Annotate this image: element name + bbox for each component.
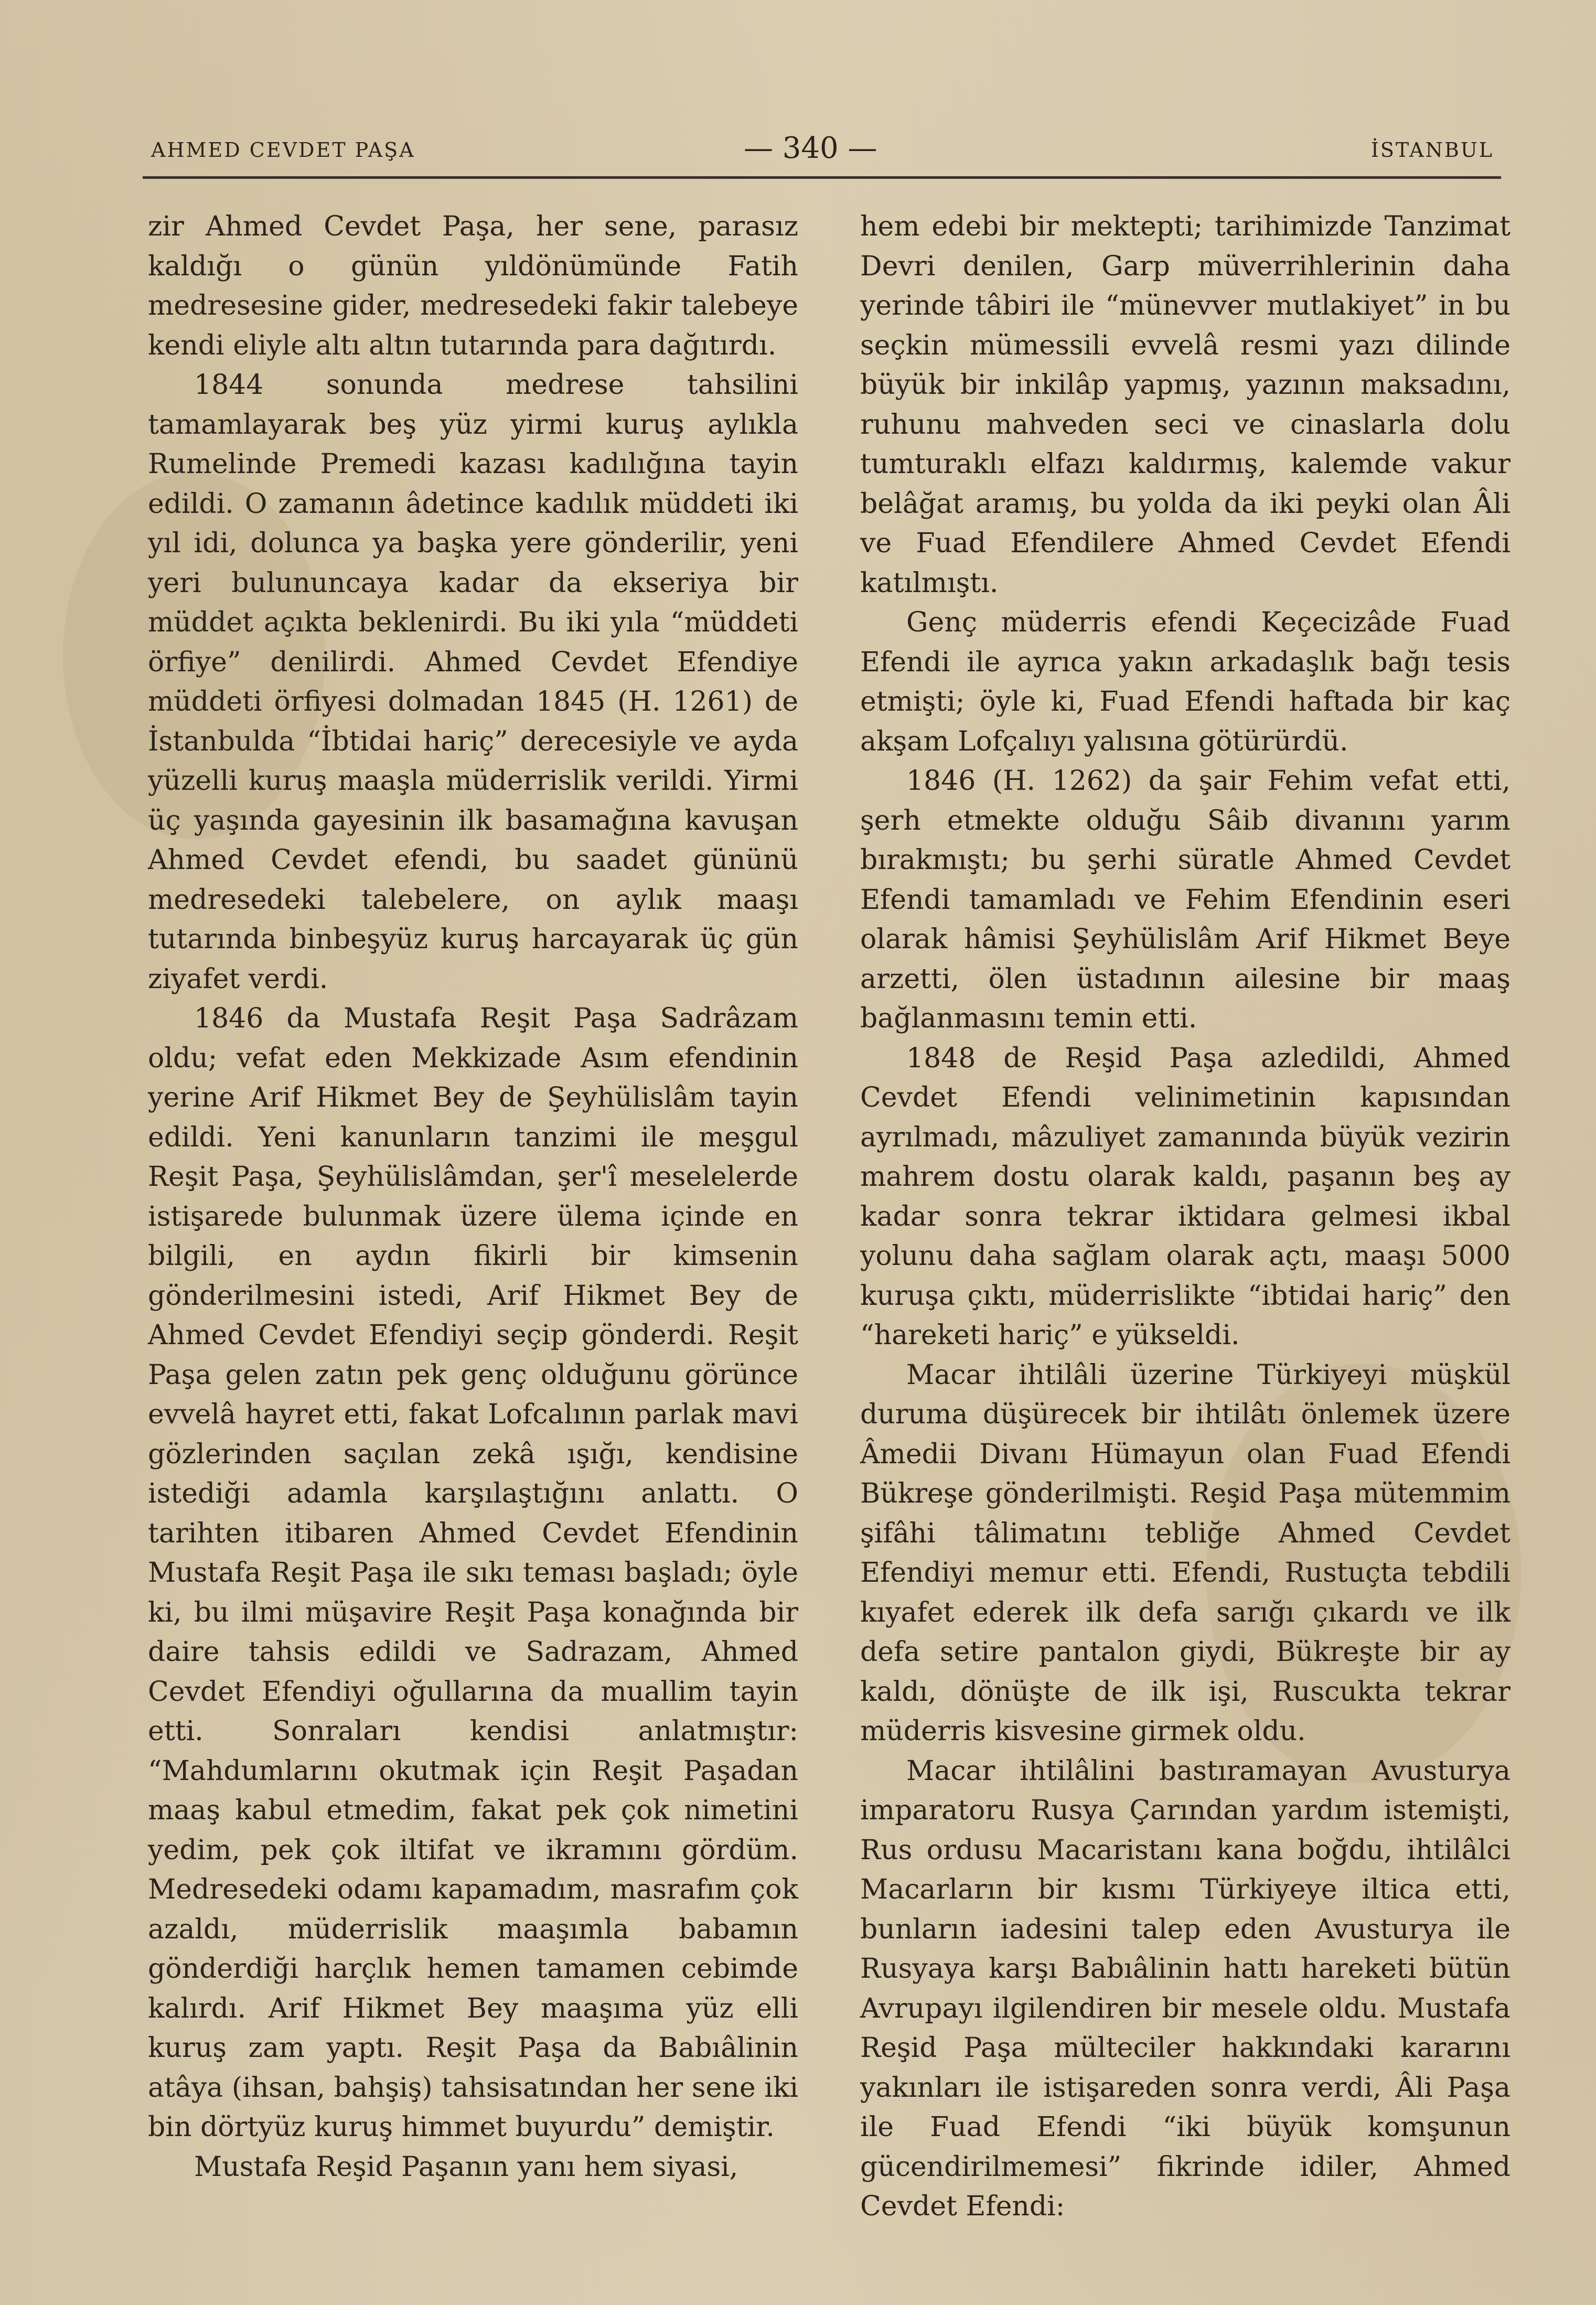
paragraph: 1844 sonunda medrese tahsilini tamamlayarak beş yüz yirmi kuruş aylıkla Rumelinde Premedi kazası kadılığına tayin edildi. O zamanın âdetince kadılık müddeti iki yıl idi, dolunca ya başka yere gönderilir, yeni yeri bulununcaya kadar da ekseriya bir müddet açıkta beklenirdi. Bu iki yıla “müddeti örfiye” denilirdi. Ahmed Cevdet Efendiye müddeti örfiyesi dolmadan 1845 (H. 1261) de İstanbulda “İbtidai hariç” derecesiyle ve ayda yüzelli kuruş maaşla müderrislik verildi. Yirmi üç yaşında gayesinin ilk basamağına kavuşan Ahmed Cevdet efendi, bu saadet gününü medresedeki talebelere, on aylık maaşı tutarında binbeşyüz kuruş harcayarak üç gün ziyafet verdi. [148,369,798,995]
running-head-author: AHMED CEVDET PAŞA [151,138,415,162]
paragraph: 1846 da Mustafa Reşit Paşa Sadrâzam oldu; vefat eden Mekkizade Asım efendinin yerine Arif Hikmet Bey de Şeyhülislâm tayin edildi. Yeni kanunların tanzimi ile meşgul Reşit Paşa, Şeyhülislâmdan, şer'î meselelerde istişarede bulunmak üzere ülema içinde en bilgili, en aydın fikirli bir kimsenin gönderilmesini istedi, Arif Hikmet Bey de Ahmed Cevdet Efendiyi seçip gönderdi. Reşit Paşa gelen zatın pek genç olduğunu görünce evvelâ hayret etti, fakat Lofcalının parlak mavi gözlerinden saçılan zekâ ışığı, kendisine istediği adamla karşılaştığını anlattı. O tarihten itibaren Ahmed Cevdet Efendinin Mustafa Reşit Paşa ile sıkı teması başladı; öyle ki, bu ilmi müşavire Reşit Paşa konağında bir daire tahsis edildi ve Sadrazam, Ahmed Cevdet Efendiyi oğullarına da muallim tayin etti. Sonraları kendisi anlatmıştır: “Mahdumlarını okutmak için Reşit Paşadan maaş kabul etmedim, fakat pek çok nimetini yedim, pek çok iltifat ve ikramını gördüm. Medresedeki odamı kapamadım, masrafım çok azaldı, müderrislik maaşımla babamın gönderdiği harçlık hemen tamamen cebimde kalırdı. Arif Hikmet Bey maaşıma yüz elli kuruş zam yaptı. Reşit Paşa da Babıâlinin atâya (ihsan, bahşiş) tahsisatından her sene iki bin dörtyüz kuruş himmet buyurdu” demiştir. [148,1003,798,2143]
page-header [151,131,1494,173]
paragraph: Mustafa Reşid Paşanın yanı hem siyasi, [194,2151,738,2183]
paragraph: zir Ahmed Cevdet Paşa, her sene, parasız kaldığı o günün yıldönümünde Fatih medresesine gider, medresedeki fakir talebeye kendi eliyle altı altın tutarında para dağıtırdı. [148,211,798,361]
paragraph: hem edebi bir mektepti; tarihimizde Tanzimat Devri denilen, Garp müverrihlerinin daha yerinde tâbiri ile “münevver mutlakiyet” in bu seçkin mümessili evvelâ resmi yazı dilinde büyük bir inkilâp yapmış, yazının maksadını, ruhunu mahveden seci ve cinaslarla dolu tumturaklı elfazı kaldırmış, kalemde vakur belâğat aramış, bu yolda da iki peyki olan Âli ve Fuad Efendilere Ahmed Cevdet Efendi katılmıştı. [860,211,1511,599]
left-text-column [148,207,798,2183]
paragraph: Genç müderris efendi Keçecizâde Fuad Efendi ile ayrıca yakın arkadaşlık bağı tesis etmişti; öyle ki, Fuad Efendi haftada bir kaç akşam Lofçalıyı yalısına götürürdü. [860,607,1511,757]
paragraph: 1846 (H. 1262) da şair Fehim vefat etti, şerh etmekte olduğu Sâib divanını yarım bırakmıştı; bu şerhi süratle Ahmed Cevdet Efendi tamamladı ve Fehim Efendinin eseri olarak hâmisi Şeyhülislâm Arif Hikmet Beye arzetti, ölen üstadının ailesine bir maaş bağlanmasını temin etti. [860,765,1511,1034]
page-number: — 340 — [744,131,877,165]
running-head-section: İSTANBUL [1370,138,1494,162]
paragraph: Macar ihtilâlini bastıramayan Avusturya imparatoru Rusya Çarından yardım istemişti, Rus ordusu Macaristanı kana boğdu, ihtilâlci Macarların bir kısmı Türkiyeye iltica etti, bunların iadesini talep eden Avusturya ile Rusyaya karşı Babıâlinin hattı hareketi bütün Avrupayı ilgilendiren bir mesele oldu. Mustafa Reşid Paşa mülteciler hakkındaki kararını yakınları ile istişareden sonra verdi, Âli Paşa ile Fuad Efendi “iki büyük komşunun gücendirilmemesi” fikrinde idiler, Ahmed Cevdet Efendi: [860,1755,1511,2222]
right-text-column [860,207,1511,2222]
header-rule [143,176,1501,179]
paragraph: 1848 de Reşid Paşa azledildi, Ahmed Cevdet Efendi velinimetinin kapısından ayrılmadı, mâzuliyet zamanında büyük vezirin mahrem dostu olarak kaldı, paşanın beş ay kadar sonra tekrar iktidara gelmesi ikbal yolunu daha sağlam olarak açtı, maaşı 5000 kuruşa çıktı, müderrislikte “ibtidai hariç” den “hareketi hariç” e yükseldi. [860,1042,1511,1351]
paragraph: Macar ihtilâli üzerine Türkiyeyi müşkül duruma düşürecek bir ihtilâtı önlemek üzere Âmedii Divanı Hümayun olan Fuad Efendi Bükreşe gönderilmişti. Reşid Paşa mütemmim şifâhi tâlimatını tebliğe Ahmed Cevdet Efendiyi memur etti. Efendi, Rustuçta tebdili kıyafet ederek ilk defa sarığı çıkardı ve ilk defa setire pantalon giydi, Bükreşte bir ay kaldı, dönüşte de ilk işi, Ruscukta tekrar müderris kisvesine girmek oldu. [860,1359,1511,1747]
